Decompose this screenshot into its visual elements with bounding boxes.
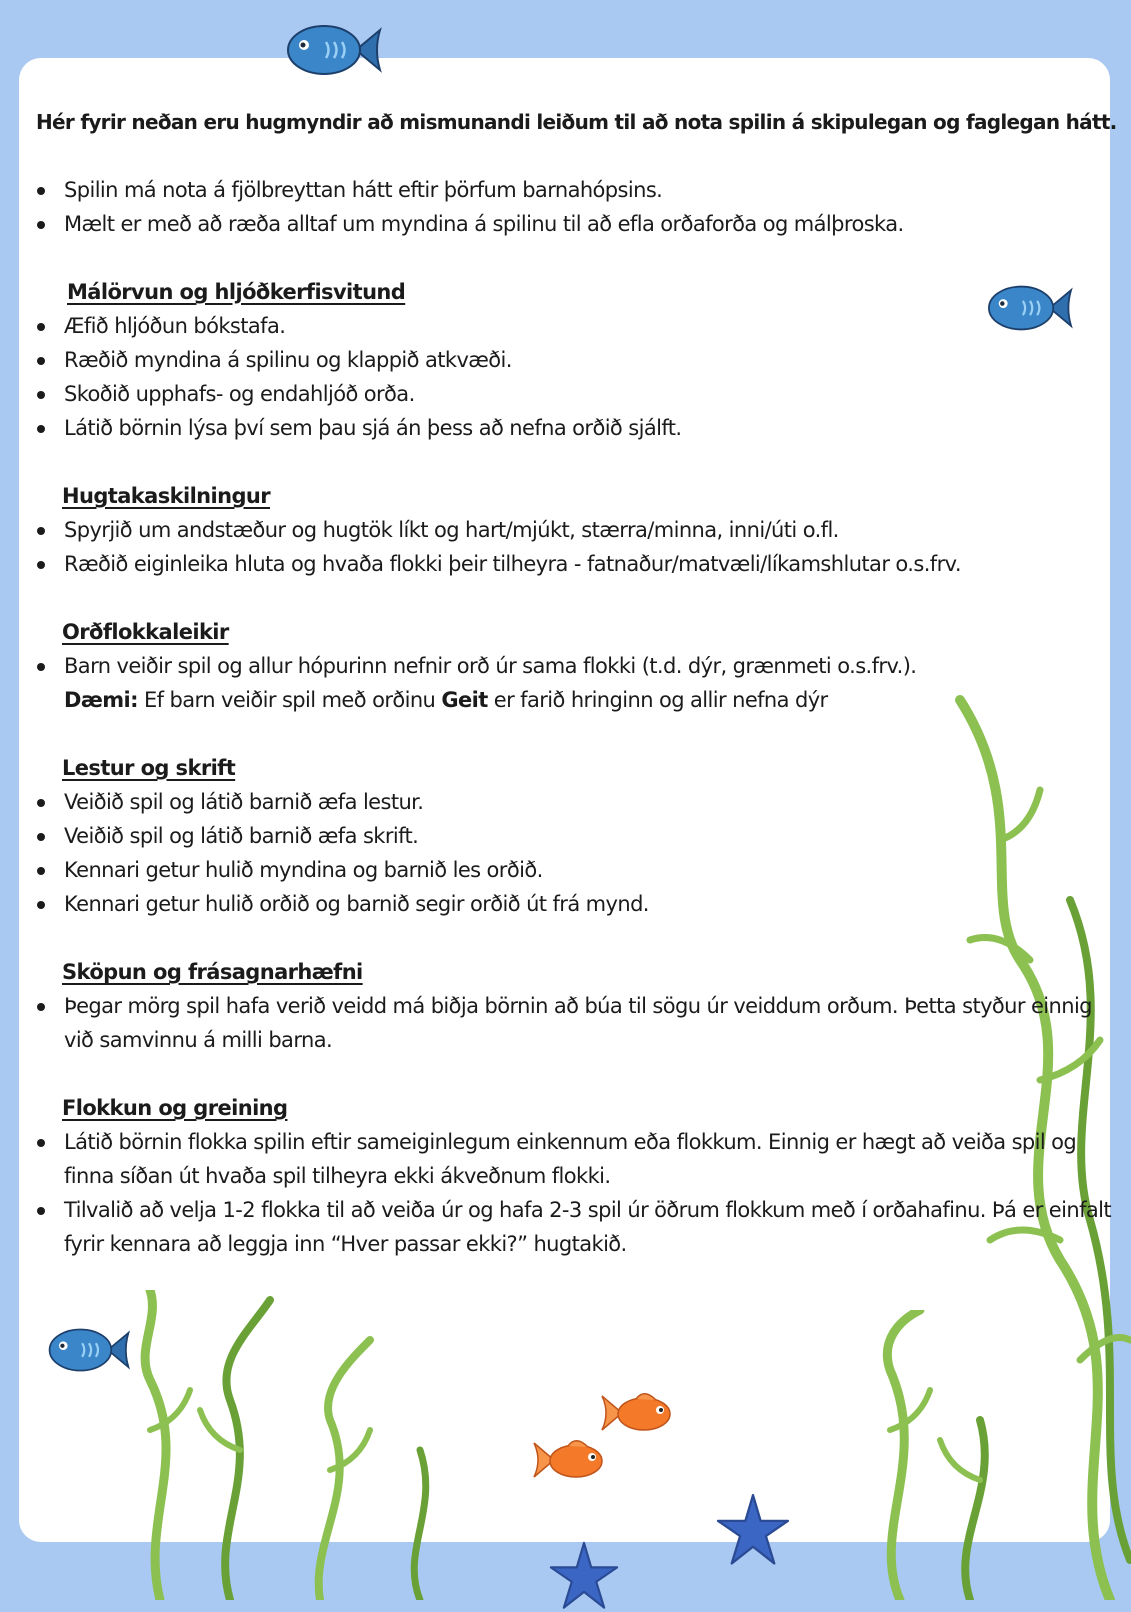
content xyxy=(36,105,1117,1261)
section-ordflokkaleikir xyxy=(36,615,1114,717)
blue-fish-icon xyxy=(286,22,382,78)
starfish-icon xyxy=(548,1540,620,1612)
section-malorvun xyxy=(36,275,1114,445)
section-heading: Lestur og skrift xyxy=(62,756,236,780)
section-hugtakaskilningur xyxy=(36,479,1114,581)
list-item: Æfið hljóðun bókstafa. xyxy=(36,309,1114,343)
list-item: Tilvalið að velja 1-2 flokka til að veiða úr og hafa 2-3 spil úr öðrum flokkum með í orðahafinu. Þá er einfalt fyrir kennara að leggja inn “Hver passar ekki?” hugtakið. xyxy=(36,1193,1114,1261)
section-heading: Hugtakaskilningur xyxy=(62,484,271,508)
list-item: Skoðið upphafs- og endahljóð orða. xyxy=(36,377,1114,411)
example-word: Geit xyxy=(441,688,488,712)
list-item: Barn veiðir spil og allur hópurinn nefnir orð úr sama flokki (t.d. dýr, grænmeti o.s.frv.). xyxy=(36,649,1114,683)
section-flokkun xyxy=(36,1091,1114,1261)
example-text: er farið hringinn og allir nefna dýr xyxy=(493,688,828,712)
example-label: Dæmi: xyxy=(64,688,138,712)
list-item: Spilin má nota á fjölbreyttan hátt eftir þörfum barnahópsins. xyxy=(36,173,1114,207)
intro-text: Hér fyrir neðan eru hugmyndir að mismunandi leiðum til að nota spilin á skipulegan og faglegan hátt. xyxy=(36,110,1117,134)
seaweed-middle-icon xyxy=(840,1310,1020,1600)
list-item: Kennari getur hulið myndina og barnið les orðið. xyxy=(36,853,1114,887)
list-item: Veiðið spil og látið barnið æfa skrift. xyxy=(36,819,1114,853)
section-lestur xyxy=(36,751,1114,921)
section-heading: Málörvun og hljóðkerfisvitund xyxy=(67,280,406,304)
list-item: Þegar mörg spil hafa verið veidd má biðja börnin að búa til sögu úr veiddum orðum. Þetta styður einnig við samvinnu á milli barna. xyxy=(36,989,1114,1057)
example-text: Ef barn veiðir spil með orðinu xyxy=(144,688,436,712)
goldfish-icon xyxy=(532,1435,608,1485)
example-line xyxy=(36,683,1114,717)
list-item: Ræðið myndina á spilinu og klappið atkvæði. xyxy=(36,343,1114,377)
section-heading: Orðflokkaleikir xyxy=(62,620,229,644)
list-item: Veiðið spil og látið barnið æfa lestur. xyxy=(36,785,1114,819)
general-list xyxy=(36,173,1114,241)
list-item: Látið börnin lýsa því sem þau sjá án þess að nefna orðið sjálft. xyxy=(36,411,1114,445)
starfish-icon xyxy=(715,1492,791,1568)
section-heading: Sköpun og frásagnarhæfni xyxy=(62,960,363,984)
list-item: Kennari getur hulið orðið og barnið segir orðið út frá mynd. xyxy=(36,887,1114,921)
section-heading: Flokkun og greining xyxy=(62,1096,288,1120)
list-item: Mælt er með að ræða alltaf um myndina á spilinu til að efla orðaforða og málþroska. xyxy=(36,207,1114,241)
goldfish-icon xyxy=(600,1388,676,1438)
list-item: Látið börnin flokka spilin eftir sameiginlegum einkennum eða flokkum. Einnig er hægt að veiða spil og finna síðan út hvaða spil tilheyra ekki ákveðnum flokki. xyxy=(36,1125,1114,1193)
list-item: Ræðið eiginleika hluta og hvaða flokki þeir tilheyra - fatnaður/matvæli/líkamshlutar o.s.frv. xyxy=(36,547,1114,581)
section-skopun xyxy=(36,955,1114,1057)
list-item: Spyrjið um andstæður og hugtök líkt og hart/mjúkt, stærra/minna, inni/úti o.fl. xyxy=(36,513,1114,547)
seaweed-left-icon xyxy=(120,1290,450,1600)
